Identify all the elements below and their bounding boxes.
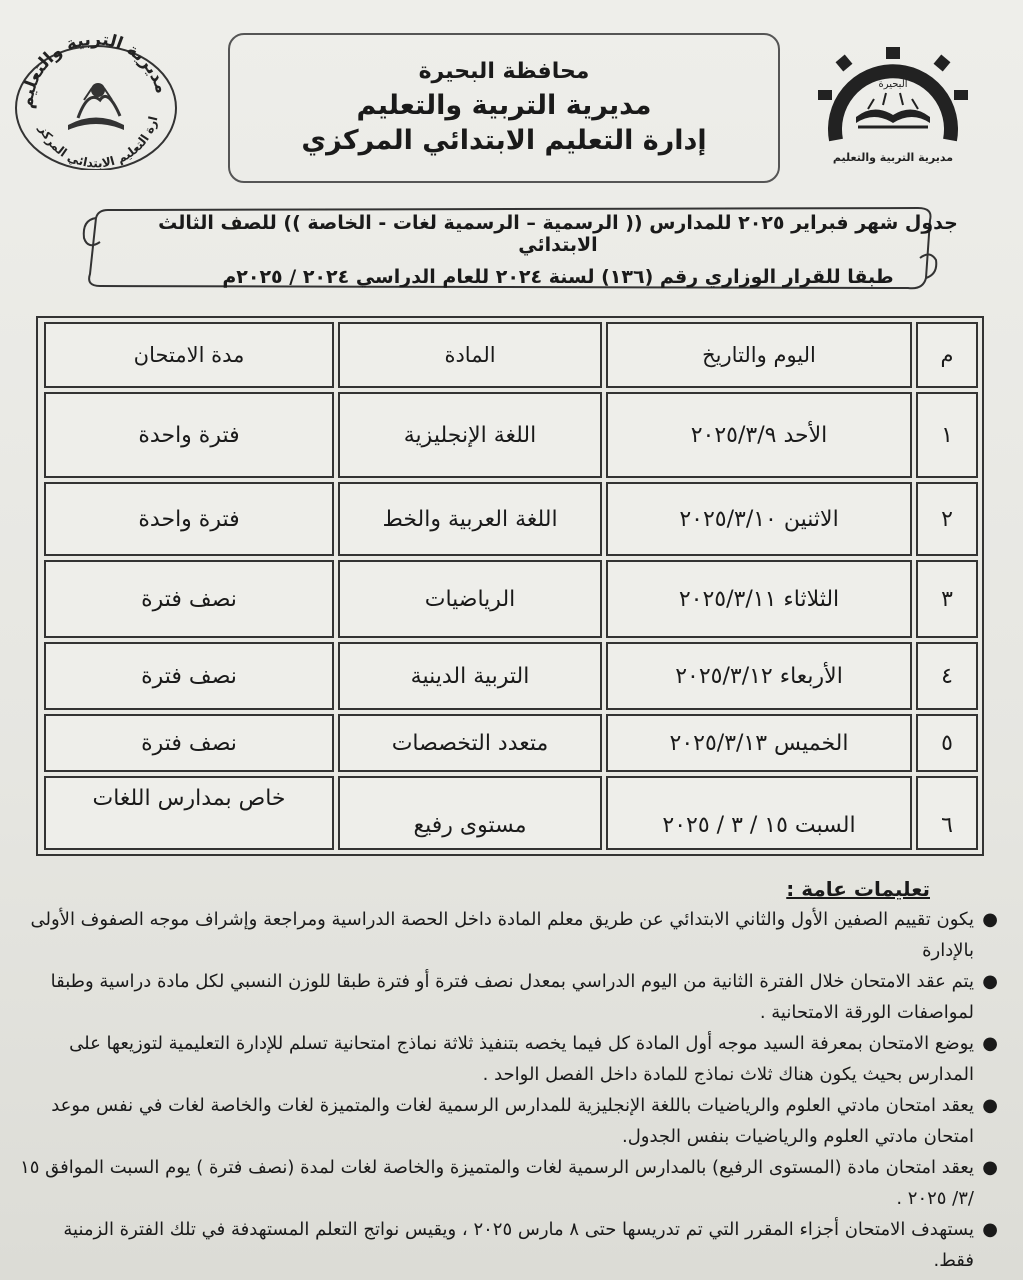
directorate-name: مديرية التربية والتعليم (356, 90, 652, 121)
row-date: الخميس ٢٠٢٥/٣/١٣ (606, 714, 912, 772)
list-item (20, 904, 1000, 966)
row-duration: نصف فترة (44, 560, 334, 638)
header-num: م (916, 322, 978, 388)
gear-book-emblem-icon (808, 45, 978, 170)
row-date: السبت ١٥ / ٣ / ٢٠٢٥ (606, 776, 912, 850)
table-header-row (42, 322, 978, 388)
instructions-title: تعليمات عامة : (786, 877, 930, 901)
svg-text:مديرية التربية والتعليم: مديرية التربية والتعليم (17, 30, 172, 110)
instructions-list (20, 904, 1000, 1276)
banner-line-2: طبقا للقرار الوزاري رقم (١٣٦) لسنة ٢٠٢٤ للعام الدراسي ٢٠٢٤ / ٢٠٢٥م (222, 266, 894, 288)
row-date: الأربعاء ٢٠٢٥/٣/١٢ (606, 642, 912, 710)
row-subject: التربية الدينية (338, 642, 602, 710)
administration-name: إدارة التعليم الابتدائي المركزي (301, 125, 707, 156)
header-subject: المادة (338, 322, 602, 388)
bullet-icon: ● (982, 1033, 998, 1054)
row-subject: مستوى رفيع (338, 776, 602, 850)
table-row (42, 776, 978, 850)
list-item (20, 1090, 1000, 1152)
list-item (20, 1214, 1000, 1276)
row-num: ٥ (916, 714, 978, 772)
row-subject: اللغة العربية والخط (338, 482, 602, 556)
row-num: ٤ (916, 642, 978, 710)
instruction-text: يستهدف الامتحان أجزاء المقرر التي تم تدريسها حتى ٨ مارس ٢٠٢٥ ، ويقيس نواتج التعلم المستهدفة في تلك الفترة الزمنية فقط. (63, 1219, 974, 1271)
row-subject: متعدد التخصصات (338, 714, 602, 772)
row-duration: نصف فترة (44, 714, 334, 772)
bullet-icon: ● (982, 1095, 998, 1116)
row-duration: نصف فترة (44, 642, 334, 710)
row-subject: اللغة الإنجليزية (338, 392, 602, 478)
table-row (42, 392, 978, 478)
exam-schedule-table (36, 316, 984, 856)
bullet-icon: ● (982, 971, 998, 992)
row-subject: الرياضيات (338, 560, 602, 638)
row-date: الاثنين ٢٠٢٥/٣/١٠ (606, 482, 912, 556)
instruction-text: يعقد امتحان مادتي العلوم والرياضيات باللغة الإنجليزية للمدارس الرسمية لغات والمتميزة لغات والخاصة لغات في نفس موعد امتحان مادتي العلوم والرياضيات بنفس الجدول. (51, 1095, 974, 1147)
title-banner (78, 198, 958, 296)
table-row (42, 560, 978, 638)
header-duration: مدة الامتحان (44, 322, 334, 388)
list-item (20, 1152, 1000, 1214)
svg-text:إدارة التعليم الابتدائي المركز: ارة التعليم الابتدائي المركز (36, 114, 161, 170)
row-num: ١ (916, 392, 978, 478)
row-date: الثلاثاء ٢٠٢٥/٣/١١ (606, 560, 912, 638)
central-primary-admin-logo (8, 30, 183, 170)
row-num: ٢ (916, 482, 978, 556)
bullet-icon: ● (982, 1157, 998, 1178)
row-duration: فترة واحدة (44, 482, 334, 556)
instruction-text: يوضع الامتحان بمعرفة السيد موجه أول المادة كل فيما يخصه بتنفيذ ثلاثة نماذج امتحانية تسلم للإدارة التعليمية لتوزيعها على المدارس بحيث يكون هناك ثلاث نماذج للمادة داخل الفصل الواحد . (69, 1033, 974, 1085)
governorate-name: محافظة البحيرة (418, 59, 590, 84)
bullet-icon: ● (982, 909, 998, 930)
header-date: اليوم والتاريخ (606, 322, 912, 388)
header-box (228, 33, 780, 183)
table-row (42, 482, 978, 556)
instruction-text: يكون تقييم الصفين الأول والثاني الابتدائي عن طريق معلم المادة داخل الحصة الدراسية ومراجعة وإشراف موجه الصفوف الأولى بالإدارة (30, 909, 974, 961)
list-item (20, 966, 1000, 1028)
row-duration: خاص بمدارس اللغات (44, 776, 334, 850)
list-item (20, 1028, 1000, 1090)
instruction-text: يتم عقد الامتحان خلال الفترة الثانية من اليوم الدراسي بمعدل نصف فترة أو فترة طبقا للوزن النسبي لكل مادة دراسية وطبقا لمواصفات الورقة الامتحانية . (50, 971, 974, 1023)
directorate-logo (808, 45, 978, 170)
logo-left-emblem-icon (8, 30, 183, 170)
row-duration: فترة واحدة (44, 392, 334, 478)
instruction-text: يعقد امتحان مادة (المستوى الرفيع) بالمدارس الرسمية لغات والمتميزة والخاصة لغات لمدة (نصف فترة ) يوم السبت الموافق ١٥ /٣/ ٢٠٢٥ . (20, 1157, 974, 1209)
general-instructions (20, 874, 1000, 1276)
row-num: ٦ (916, 776, 978, 850)
banner-line-1: جدول شهر فبراير ٢٠٢٥ للمدارس (( الرسمية – الرسمية لغات - الخاصة )) للصف الثالث الابتدائي (158, 212, 958, 256)
bullet-icon: ● (982, 1219, 998, 1240)
table-row (42, 714, 978, 772)
row-date: الأحد ٢٠٢٥/٣/٩ (606, 392, 912, 478)
table-row (42, 642, 978, 710)
row-num: ٣ (916, 560, 978, 638)
logo-right-bottom-text: مديرية التربية والتعليم (832, 151, 954, 164)
logo-right-top-text: البحيرة (878, 79, 908, 90)
